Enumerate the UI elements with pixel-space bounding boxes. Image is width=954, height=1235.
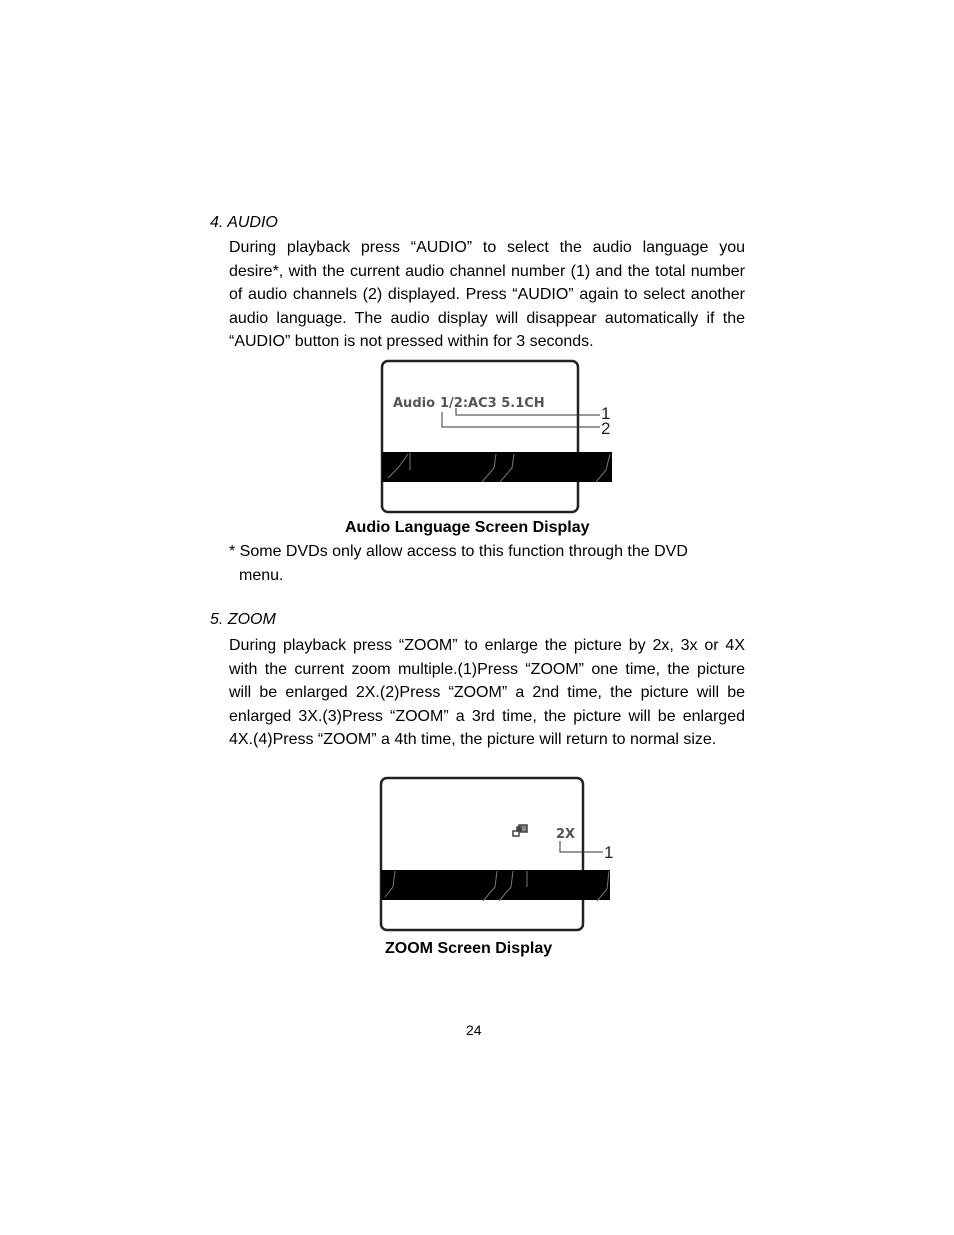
zoom-screen-figure [377,775,617,935]
audio-callout-2: 2 [601,419,611,438]
zoom-figure-caption: ZOOM Screen Display [385,940,553,957]
audio-screen-figure [378,358,618,516]
audio-callout-1: 1 [601,404,611,423]
audio-osd-value: 1/2:AC3 5.1CH [440,396,545,411]
zoom-screen-frame [381,778,583,930]
audio-description: During playback press “AUDIO” to select the audio language you desire*, with the current audio channel number (1) and the total number of audio channels (2) displayed. Press “AUDIO” again to select another audio language. The audio display will disappear automatically if the “AUDIO” button is not pressed within for 3 seconds. [229,239,745,350]
audio-screen-band [382,452,612,482]
page-number: 24 [466,1022,482,1038]
audio-footnote [229,540,749,588]
audio-osd-prefix: Audio [393,396,436,411]
zoom-heading: 5. ZOOM [210,611,276,628]
zoom-callout-1: 1 [604,843,614,862]
audio-figure-caption: Audio Language Screen Display [345,519,590,536]
audio-heading: 4. AUDIO [210,214,278,231]
audio-screen-frame [382,361,578,512]
audio-footnote-line2: menu. [239,567,284,584]
zoom-description: During playback press “ZOOM” to enlarge the picture by 2x, 3x or 4X with the current zoom multiple.(1)Press “ZOOM” one time, the picture will be enlarged 2X.(2)Press “ZOOM” a 2nd time, the picture will be enlarged 3X.(3)Press “ZOOM” a 3rd time, the picture will be enlarged 4X.(4)Press “ZOOM” a 4th time, the picture will return to normal size. [229,637,745,748]
audio-footnote-line1: * Some DVDs only allow access to this function through the DVD [229,543,688,560]
zoom-osd-value: 2X [556,827,576,842]
